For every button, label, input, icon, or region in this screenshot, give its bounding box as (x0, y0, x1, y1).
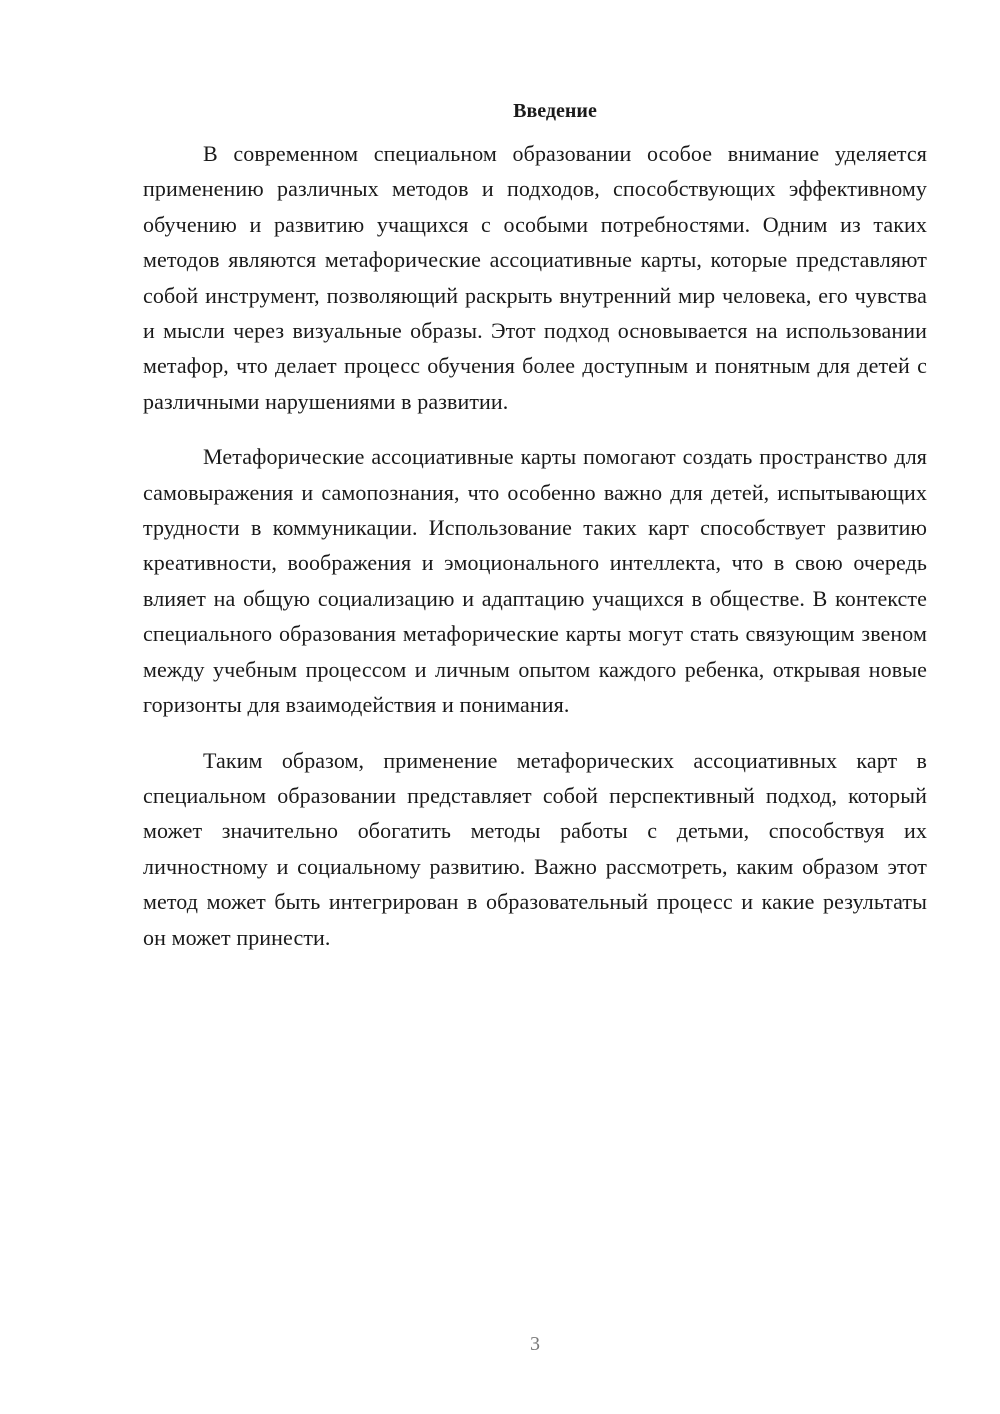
page-body (143, 96, 927, 975)
page-title: Введение (513, 100, 597, 122)
paragraph-1: В современном специальном образовании особое внимание уделяется применению различных методов и подходов, способствующих эффективному обучению и развитию учащихся с особыми потребностями. Одним из таких методов являются метафорические ассоциативные карты, которые представляют собой инструмент, позволяющий раскрыть внутренний мир человека, его чувства и мысли через визуальные образы. Этот подход основывается на использовании метафор, что делает процесс обучения более доступным и понятным для детей с различными нарушениями в развитии. (143, 141, 927, 414)
paragraph-3: Таким образом, применение метафорических ассоциативных карт в специальном образовании представляет собой перспективный подход, который может значительно обогатить методы работы с детьми, способствуя их личностному и социальному развитию. Важно рассмотреть, каким образом этот метод может быть интегрирован в образовательный процесс и какие результаты он может принести. (143, 747, 927, 950)
page-number: 3 (530, 1333, 540, 1355)
paragraph-2: Метафорические ассоциативные карты помогают создать пространство для самовыражения и самопознания, что особенно важно для детей, испытывающих трудности в коммуникации. Использование таких карт способствует развитию креативности, воображения и эмоционального интеллекта, что в свою очередь влияет на общую социализацию и адаптацию учащихся в обществе. В контексте специального образования метафорические карты могут стать связующим звеном между учебным процессом и личным опытом каждого ребенка, открывая новые горизонты для взаимодействия и понимания. (143, 444, 927, 718)
